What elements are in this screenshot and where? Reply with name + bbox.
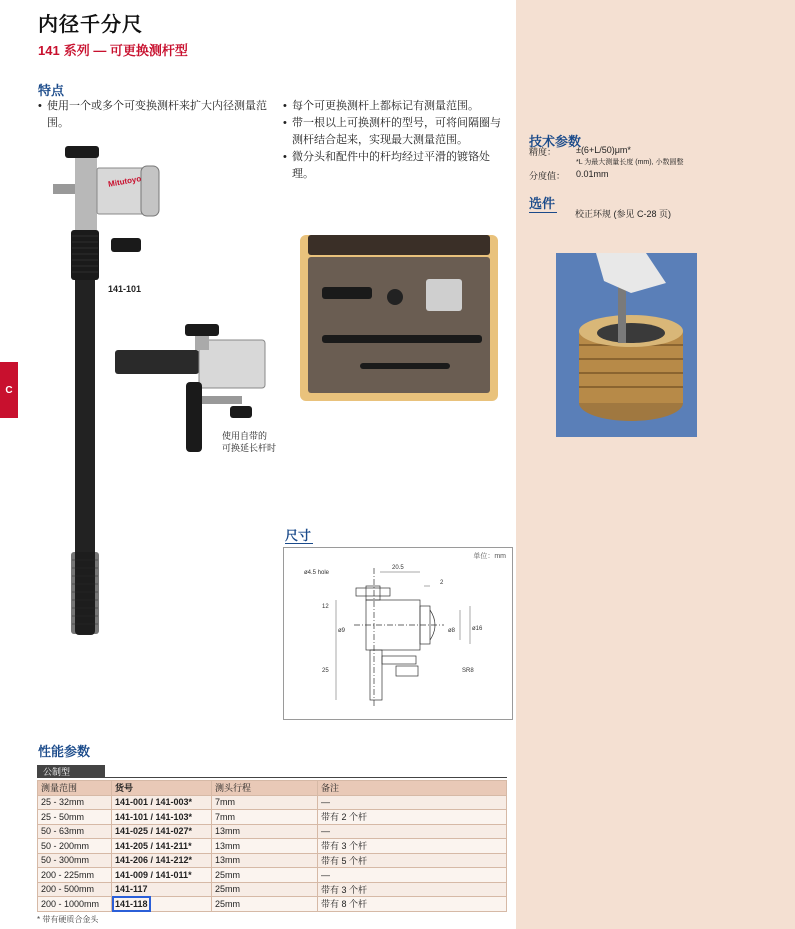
options-rule [529, 212, 557, 213]
extension-caption: 使用自带的 可换延长杆时 [222, 431, 277, 453]
tech-spec-block [529, 145, 789, 185]
dimensions-rule [285, 543, 313, 544]
page-title: 内径千分尺 [38, 14, 143, 36]
dimension-diagram [284, 548, 512, 719]
dim-8: ø8 [448, 628, 456, 634]
accuracy-note: *L 为最大测量长度 (mm), 小数圆整 [576, 159, 684, 166]
unit-label: 单位：mm [473, 553, 506, 560]
dim-12: 12 [322, 604, 329, 610]
table-row: 200 - 225mm 141-009 / 141-011* 25mm — [38, 868, 507, 883]
table-header-row [38, 781, 507, 796]
table-row: 50 - 200mm 141-205 / 141-211* 13mm 带有 3 个杆 [38, 839, 507, 854]
dim-9: ø9 [338, 628, 346, 634]
features-heading: 特点 [38, 83, 65, 98]
performance-table [37, 780, 507, 912]
dim-16: ø16 [472, 626, 483, 632]
features-list-right [283, 98, 511, 183]
series-number: 141 [38, 43, 60, 58]
accuracy-key: 精度： [529, 147, 557, 157]
graduation-key: 分度值： [529, 171, 566, 181]
storage-case-image [300, 235, 498, 401]
brand-logo: Mitutoyo [107, 174, 142, 189]
performance-table-wrap [37, 780, 507, 912]
highlighted-code-cell[interactable]: 141-118 [112, 897, 212, 912]
hole-label: ø4.5 hole [304, 570, 330, 576]
table-row: 200 - 500mm 141-117 25mm 带有 3 个杆 [38, 882, 507, 897]
dim-2: 2 [440, 580, 444, 586]
sr8-label: SR8 [462, 668, 474, 674]
metric-tab[interactable]: 公制型 [37, 765, 105, 778]
dimension-drawing [283, 547, 513, 720]
accuracy-value: ±(6+L/50)μm* [576, 145, 631, 155]
metric-tab-rule [37, 777, 507, 778]
table-row: 25 - 32mm 141-001 / 141-003* 7mm — [38, 795, 507, 810]
col-code: 货号 [112, 781, 212, 796]
feature-item: • 使用一个或多个可变换测杆来扩大内径测量范围。 [38, 98, 268, 132]
table-row: 50 - 300mm 141-206 / 141-212* 13mm 带有 5 个杆 [38, 853, 507, 868]
tech-heading: 技术参数 [529, 134, 582, 149]
feature-item: • 微分头和配件中的杆均经过平滑的镀铬处理。 [283, 149, 511, 183]
table-footnote: * 带有硬质合金头 [37, 915, 99, 924]
col-travel: 测头行程 [212, 781, 318, 796]
table-row: 25 - 50mm 141-101 / 141-103* 7mm 带有 2 个杆 [38, 810, 507, 825]
options-heading: 选件 [529, 196, 556, 211]
col-remarks: 备注 [318, 781, 507, 796]
dimensions-heading: 尺寸 [285, 528, 312, 543]
series-description: 系列 — 可更换测杆型 [63, 43, 188, 58]
performance-heading: 性能参数 [38, 744, 91, 759]
feature-item: • 带一根以上可换测杆的型号，可将间隔圈与测杆结合起来，实现最大测量范围。 [283, 115, 511, 149]
option-item: 校正环规 (参见 C-28 页) [575, 209, 672, 219]
dim-20-5: 20.5 [392, 565, 404, 571]
ring-gauge-photo [556, 253, 697, 437]
chapter-tab[interactable]: C [0, 362, 18, 418]
graduation-value: 0.01mm [576, 169, 609, 179]
dim-25: 25 [322, 668, 329, 674]
model-label: 141-101 [108, 284, 142, 294]
col-range: 测量范围 [38, 781, 112, 796]
table-row: 50 - 63mm 141-025 / 141-027* 13mm — [38, 824, 507, 839]
page-subtitle [38, 40, 188, 59]
feature-item: • 每个可更换测杆上都标记有测量范围。 [283, 98, 511, 115]
features-list-left [38, 98, 268, 132]
table-row-highlighted: 200 - 1000mm 141-118 25mm 带有 8 个杆 [38, 897, 507, 912]
